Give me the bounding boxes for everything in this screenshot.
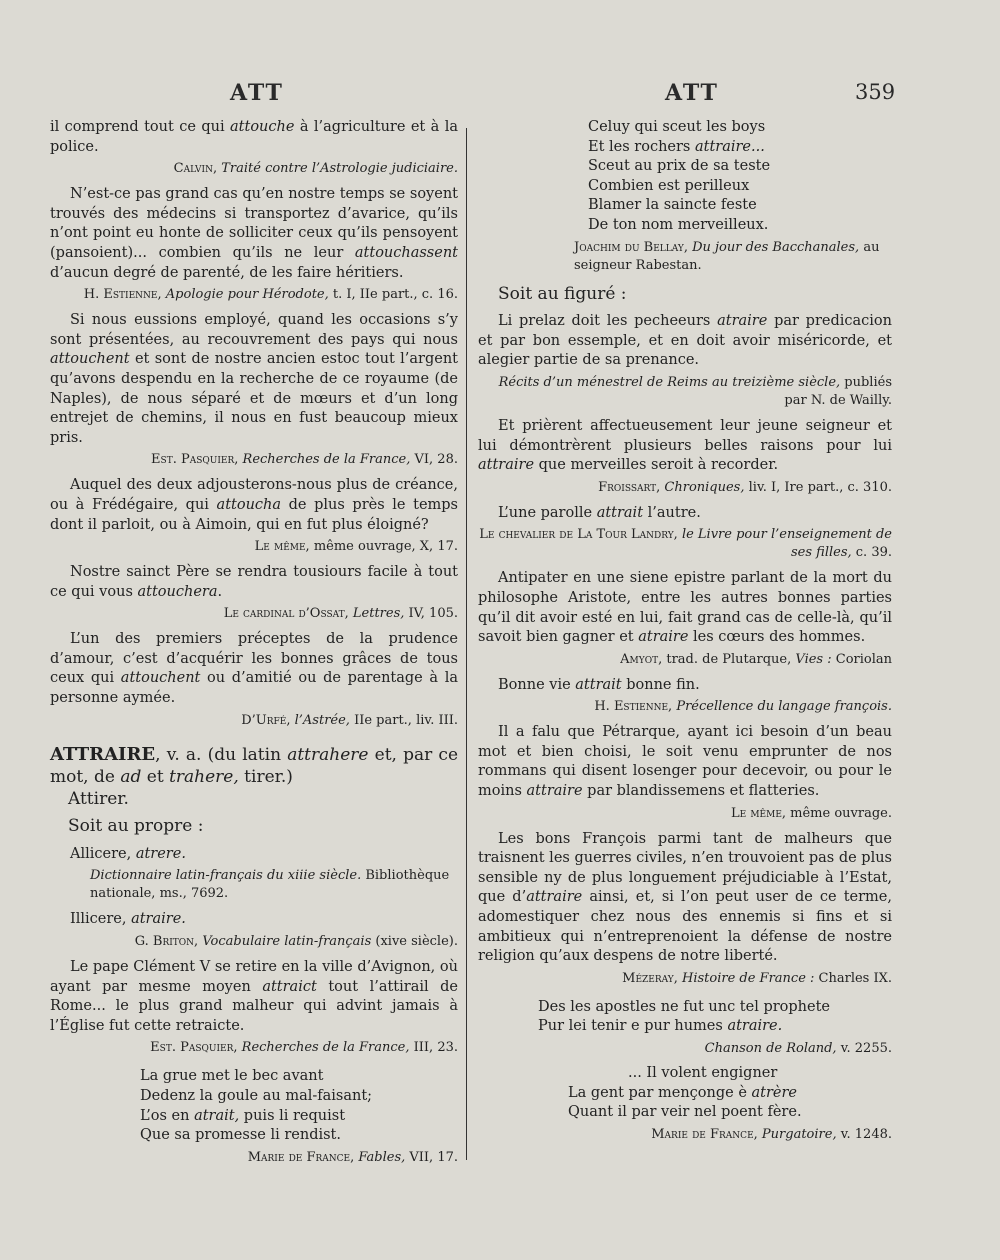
citation: Amyot, trad. de Plutarque, Vies : Coriolan <box>620 651 892 667</box>
gloss: Allicere, atrere. <box>70 845 186 862</box>
quotation: Et prièrent affectueusement leur jeune seigneur et lui démontrèrent plusieurs belles raisons pour lui attraire que merveilles seroit à recorder. <box>478 417 892 474</box>
left-running-head: ATT <box>230 80 284 106</box>
verse-line: Dedenz la goule au mal-faisant; <box>140 1088 373 1104</box>
citation: Le même, même ouvrage. <box>730 805 892 821</box>
citation: Récits d’un ménestrel de Reims au treizième siècle, publiés par N. de Wailly. <box>498 374 892 408</box>
left-column <box>50 118 458 1167</box>
citation: Est. Pasquier, Recherches de la France, VI, 28. <box>151 452 458 468</box>
quotation: Nostre sainct Père se rendra tousiours facile à tout ce qui vous attouchera. <box>50 564 458 600</box>
verse-line: Combien est perilleux <box>588 177 750 194</box>
quotation: Le pape Clément V se retire en la ville d’Avignon, où ayant par mesme moyen attraict tout l’attirail de Rome... le plus grand malheur qui advint jamais à l’Église fut cette retraicte. <box>50 959 459 1034</box>
quotation: Auquel des deux adjousterons-nous plus de créance, ou à Frédégaire, qui attoucha de plus près le temps dont il parloit, ou à Aimoin, qui en fut plus éloigné? <box>50 477 458 533</box>
sense-heading: Soit au figuré : <box>498 283 627 304</box>
verse-line: Sceut au prix de sa teste <box>588 158 771 175</box>
citation: Le même, même ouvrage, X, 17. <box>254 539 458 555</box>
citation: H. Estienne, Apologie pour Hérodote, t. I, IIe part., c. 16. <box>83 287 458 303</box>
quotation: Antipater en une siene epistre parlant de la mort du philosophe Aristote, entre les autres bonnes parties qu’il dit avoir esté en lui, fait grand cas de celle-là, qu’il savoit bien gagner et atraire les cœurs des hommes. <box>478 570 892 646</box>
verse-line: L’os en atrait, puis li requist <box>140 1107 346 1124</box>
page-number: 359 <box>855 80 896 104</box>
verse-line: Que sa promesse li rendist. <box>140 1127 341 1144</box>
citation: Joachim du Bellay, Du jour des Bacchanales, au seigneur Rabestan. <box>574 239 880 273</box>
quotation: Les bons François parmi tant de malheurs que traisnent les guerres civiles, n’en trouvoient pas de plus sensible ny de plus longuement préjudiciable à l’Estat, que d’attraire ainsi, et, si l’on peut user de ce terme, adomestiquer chez nous des ennemis si fins et si ambitieux qui n’entreprenoient la défense de nostre religion qu’aux despens de notre liberté. <box>478 830 893 965</box>
column-divider <box>466 128 467 1160</box>
citation: D’Urfé, l’Astrée, IIe part., liv. III. <box>241 712 458 728</box>
quotation: N’est-ce pas grand cas qu’en nostre temps se soyent trouvés des médecins si transportez d’avarice, qu’ils n’ont point eu honte de solliciter ceux qu’ils pensoyent (pansoient)... combien qu’ils ne leur attouchassent d’aucun degré de parenté, de les faire héritiers. <box>50 186 458 281</box>
verse-line: Blamer la saincte feste <box>588 197 757 214</box>
verse-block <box>478 1064 892 1123</box>
citation: Est. Pasquier, Recherches de la France, III, 23. <box>150 1040 458 1056</box>
verse-line: ... Il volent engigner <box>628 1065 778 1081</box>
citation: Dictionnaire latin-français du xiiie siècle. Bibliothèque nationale, ms., 7692. <box>90 868 450 902</box>
right-running-head: ATT <box>665 80 719 106</box>
quotation: Bonne vie attrait bonne fin. <box>498 676 700 693</box>
citation: H. Estienne, Précellence du langage françois. <box>594 699 892 715</box>
citation: Marie de France, Purgatoire, v. 1248. <box>651 1126 892 1142</box>
quotation: Li prelaz doit les pecheeurs atraire par predicacion et par bon essemple, et en doit avoir miséricorde, et alegier partie de sa prenance. <box>478 313 892 369</box>
citation: Chanson de Roland, v. 2255. <box>704 1041 892 1056</box>
citation: Le cardinal d’Ossat, Lettres, IV, 105. <box>223 606 458 622</box>
quotation: Si nous eussions employé, quand les occasions s’y sont présentées, au recouvrement des pays qui nous attouchent et sont de nostre ancien estoc tout l’argent qu’avons despendu en la recherche de ce royaume (de Naples), de nous séparé et de mœurs et d’un long entrejet de chemins, il nous en fust beaucoup mieux pris. <box>50 312 458 446</box>
citation: Calvin, Traité contre l’Astrologie judiciaire. <box>173 161 458 177</box>
verse-line: Quant il par veir nel poent fère. <box>568 1104 802 1121</box>
verse-block <box>50 1067 458 1145</box>
quotation: L’une parolle attrait l’autre. <box>498 504 701 521</box>
verse-line: La gent par mençonge è atrère <box>568 1084 798 1101</box>
verse-line: Celuy qui sceut les boys <box>588 119 766 135</box>
verse-line: De ton nom merveilleux. <box>588 216 769 233</box>
citation: G. Briton, Vocabulaire latin-français (xive siècle). <box>134 934 458 950</box>
quotation: L’un des premiers préceptes de la prudence d’amour, c’est d’acquérir les bonnes grâces de tous ceux qui attouchent ou d’amitié ou de parentage à la personne aymée. <box>50 631 458 707</box>
verse-block <box>478 118 892 236</box>
quotation: il comprend tout ce qui attouche à l’agriculture et à la police. <box>50 119 458 155</box>
quotation: Il a falu que Pétrarque, ayant ici besoin d’un beau mot et bien choisi, le soit venu emprunter de nos rommans qui disent losenger pour decevoir, ou pour le moins attraire par blandissemens et flatteries. <box>478 724 892 800</box>
verse-line: Pur lei tenir e pur humes atraire. <box>538 1018 783 1035</box>
citation: Marie de France, Fables, VII, 17. <box>247 1149 458 1165</box>
citation: Le chevalier de La Tour Landry, le Livre pour l’enseignement de ses filles, c. 39. <box>479 527 892 561</box>
verse-block <box>478 998 892 1037</box>
citation: Froissart, Chroniques, liv. I, Ire part., c. 310. <box>598 479 892 495</box>
gloss: Illicere, atraire. <box>70 911 186 928</box>
citation: Mézeray, Histoire de France : Charles IX. <box>622 970 892 986</box>
verse-line: La grue met le bec avant <box>140 1068 324 1085</box>
sense-heading: Soit au propre : <box>68 816 204 837</box>
entry-definition: Attirer. <box>68 788 129 809</box>
right-column <box>478 118 892 1144</box>
entry-headword: ATTRAIRE, v. a. (du latin attrahere et, par ce mot, de ad et trahere, tirer.) <box>50 743 458 787</box>
verse-line: Des les apostles ne fut unc tel prophete <box>538 998 831 1015</box>
verse-line: Et les rochers attraire... <box>588 138 765 155</box>
